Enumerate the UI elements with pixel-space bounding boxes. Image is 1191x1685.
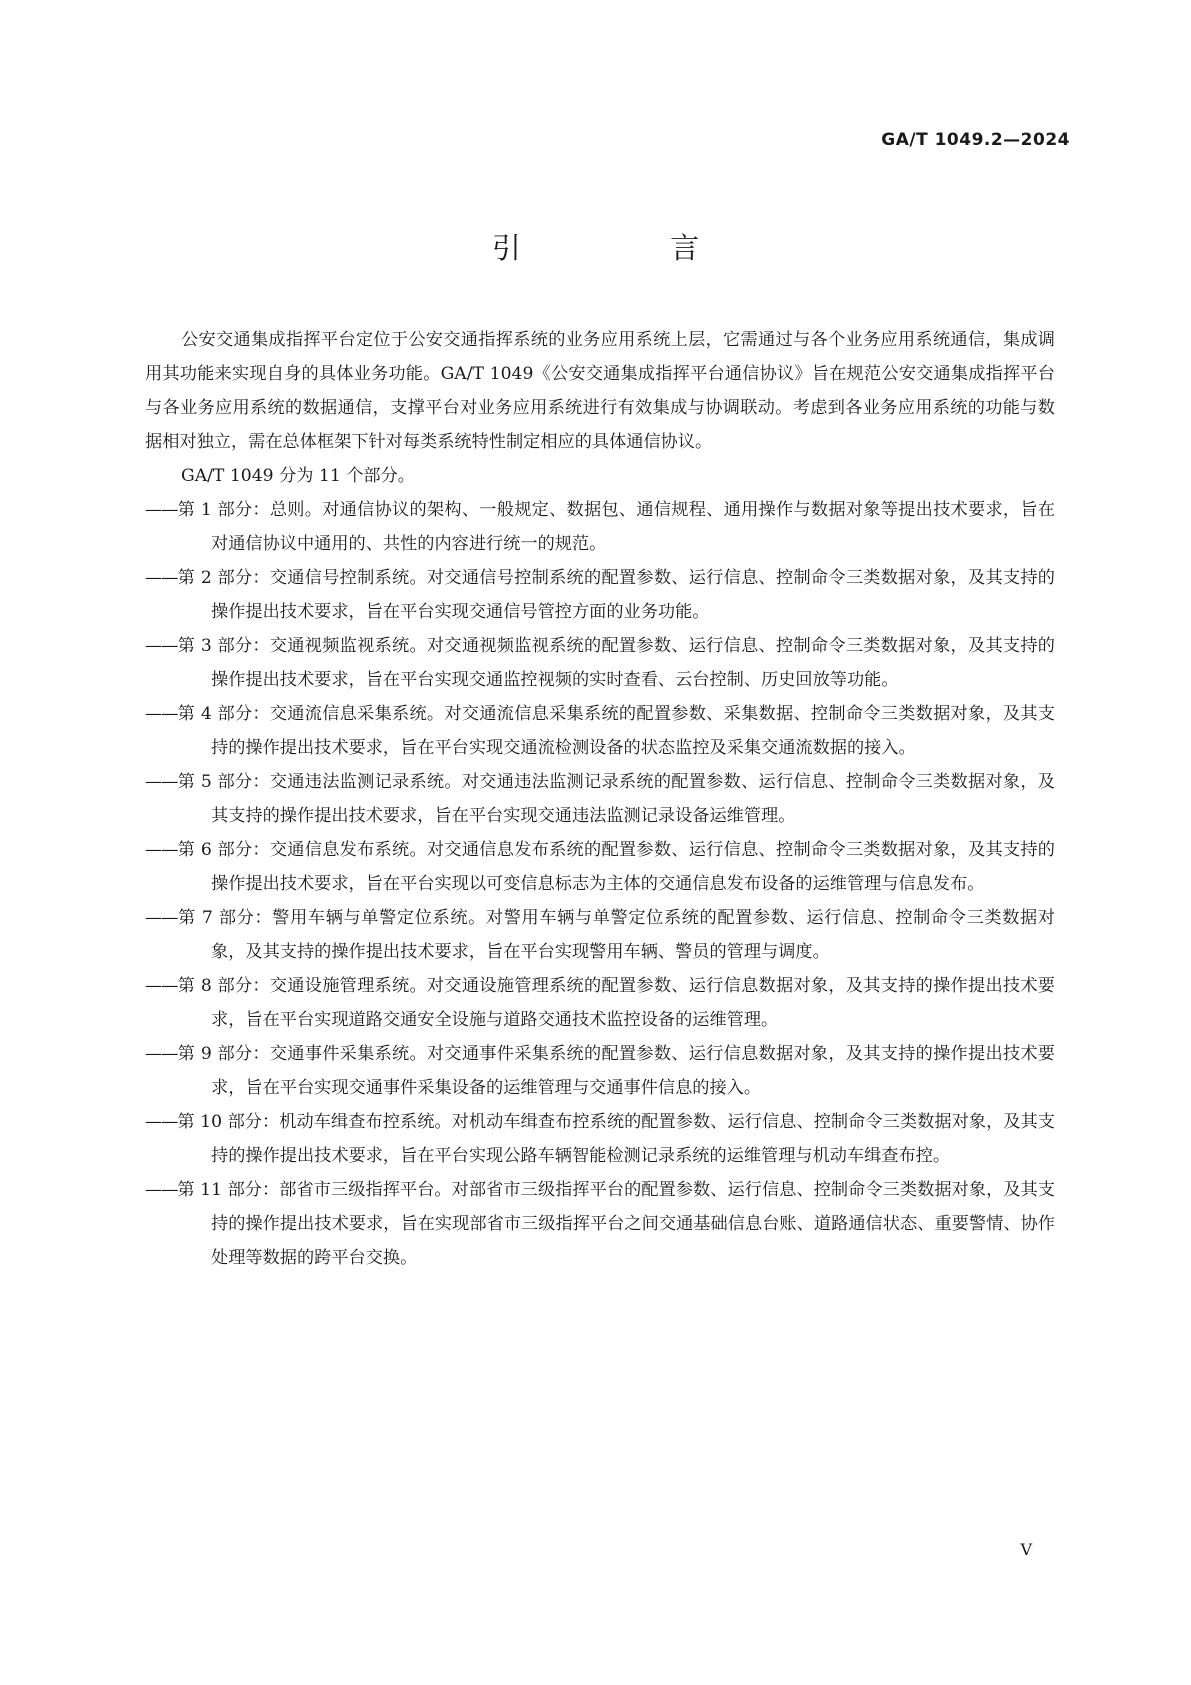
list-item-part-3 — [145, 629, 1055, 697]
list-item-part-8 — [145, 969, 1055, 1037]
list-item-text: 第 11 部分：部省市三级指挥平台。对部省市三级指挥平台的配置参数、运行信息、控制命令三类数据对象，及其支持的操作提出技术要求，旨在实现部省市三级指挥平台之间交通基础信息台账、道路通信状态、重要警情、协作处理等数据的跨平台交换。 — [177, 1180, 1055, 1268]
list-dash: —— — [145, 500, 178, 520]
list-item-text: 第 2 部分：交通信号控制系统。对交通信号控制系统的配置参数、运行信息、控制命令三类数据对象，及其支持的操作提出技术要求，旨在平台实现交通信号管控方面的业务功能。 — [177, 568, 1055, 622]
list-item-part-5 — [145, 765, 1055, 833]
list-item-part-10 — [145, 1105, 1055, 1173]
list-dash: —— — [145, 772, 178, 792]
list-dash: —— — [145, 1044, 178, 1064]
list-dash: —— — [145, 704, 178, 724]
list-item-part-9 — [145, 1037, 1055, 1105]
list-dash: —— — [145, 908, 178, 928]
list-dash: —— — [145, 1112, 178, 1132]
list-dash: —— — [145, 568, 178, 588]
parts-intro: GA/T 1049 分为 11 个部分。 — [181, 466, 415, 486]
document-body — [145, 323, 1055, 1275]
list-item-text: 第 6 部分：交通信息发布系统。对交通信息发布系统的配置参数、运行信息、控制命令三类数据对象，及其支持的操作提出技术要求，旨在平台实现以可变信息标志为主体的交通信息发布设备的运维管理与信息发布。 — [177, 840, 1055, 894]
intro-paragraph: 公安交通集成指挥平台定位于公安交通指挥系统的业务应用系统上层，它需通过与各个业务应用系统通信，集成调用其功能来实现自身的具体业务功能。GA/T 1049《公安交通集成指挥平台通信协议》旨在规范公安交通集成指挥平台与各业务应用系统的数据通信，支撑平台对业务应用系统进行有效集成与协调联动。考虑到各业务应用系统的功能与数据相对独立，需在总体框架下针对每类系统特性制定相应的具体通信协议。 — [145, 330, 1055, 452]
list-item-part-2 — [145, 561, 1055, 629]
list-item-text: 第 3 部分：交通视频监视系统。对交通视频监视系统的配置参数、运行信息、控制命令三类数据对象，及其支持的操作提出技术要求，旨在平台实现交通监控视频的实时查看、云台控制、历史回放等功能。 — [177, 636, 1055, 690]
list-item-part-7 — [145, 901, 1055, 969]
list-item-text: 第 9 部分：交通事件采集系统。对交通事件采集系统的配置参数、运行信息数据对象，及其支持的操作提出技术要求，旨在平台实现交通事件采集设备的运维管理与交通事件信息的接入。 — [177, 1044, 1055, 1098]
list-item-text: 第 8 部分：交通设施管理系统。对交通设施管理系统的配置参数、运行信息数据对象，及其支持的操作提出技术要求，旨在平台实现道路交通安全设施与道路交通技术监控设备的运维管理。 — [177, 976, 1055, 1030]
page-number: V — [1020, 1540, 1032, 1559]
list-dash: —— — [145, 636, 178, 656]
list-dash: —— — [145, 976, 178, 996]
list-item-text: 第 10 部分：机动车缉查布控系统。对机动车缉查布控系统的配置参数、运行信息、控制命令三类数据对象，及其支持的操作提出技术要求，旨在平台实现公路车辆智能检测记录系统的运维管理与机动车缉查布控。 — [177, 1112, 1055, 1166]
list-item-text: 第 7 部分：警用车辆与单警定位系统。对警用车辆与单警定位系统的配置参数、运行信息、控制命令三类数据对象，及其支持的操作提出技术要求，旨在平台实现警用车辆、警员的管理与调度。 — [177, 908, 1055, 962]
page-title: 引 言 — [491, 231, 770, 265]
list-dash: —— — [145, 840, 178, 860]
list-item-part-1 — [145, 493, 1055, 561]
list-item-text: 第 5 部分：交通违法监测记录系统。对交通违法监测记录系统的配置参数、运行信息、控制命令三类数据对象，及其支持的操作提出技术要求，旨在平台实现交通违法监测记录设备运维管理。 — [177, 772, 1055, 826]
standard-number: GA/T 1049.2—2024 — [881, 130, 1070, 150]
list-dash: —— — [145, 1180, 178, 1200]
list-item-part-6 — [145, 833, 1055, 901]
list-item-text: 第 1 部分：总则。对通信协议的架构、一般规定、数据包、通信规程、通用操作与数据对象等提出技术要求，旨在对通信协议中通用的、共性的内容进行统一的规范。 — [177, 500, 1055, 554]
list-item-text: 第 4 部分：交通流信息采集系统。对交通流信息采集系统的配置参数、采集数据、控制命令三类数据对象，及其支持的操作提出技术要求，旨在平台实现交通流检测设备的状态监控及采集交通流数据的接入。 — [177, 704, 1055, 758]
list-item-part-4 — [145, 697, 1055, 765]
list-item-part-11 — [145, 1173, 1055, 1275]
